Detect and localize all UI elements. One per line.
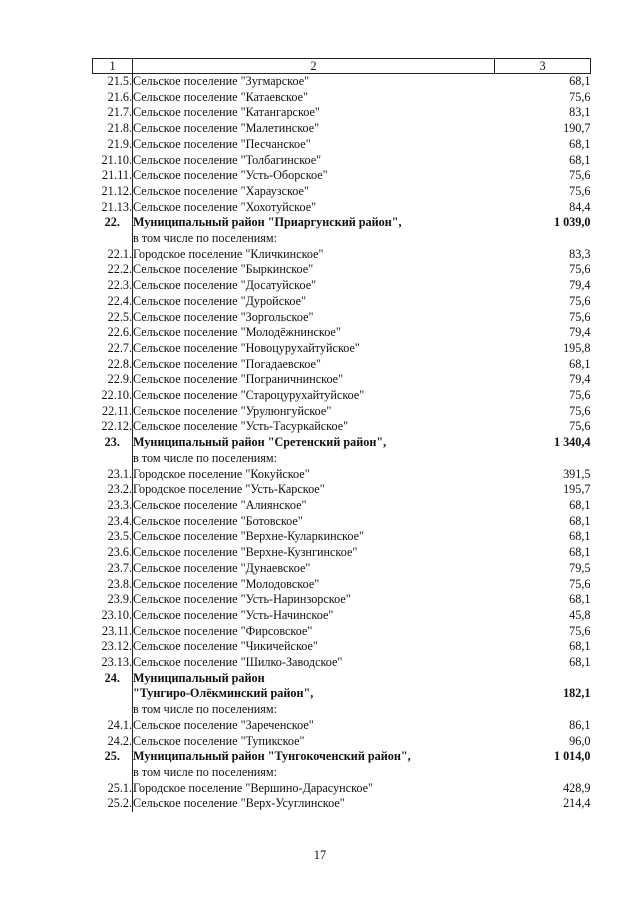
row-number: 22.1.: [93, 247, 133, 263]
row-value: 68,1: [569, 356, 591, 371]
row-number: 22.7.: [93, 341, 133, 357]
table-row: [93, 702, 591, 718]
table-row: [93, 545, 591, 561]
row-value: 68,1: [569, 513, 591, 528]
row-value: [495, 451, 591, 467]
row-name: Сельское поселение "Усть-Тасуркайское": [133, 419, 349, 434]
row-value: 68,1: [569, 529, 591, 544]
row-number: 24.: [93, 671, 133, 687]
row-value: 79,4: [569, 278, 591, 293]
header-col-3: 3: [495, 59, 591, 74]
row-name: Сельское поселение "Зареченское": [133, 717, 314, 732]
table-row: [93, 90, 591, 106]
row-name: Сельское поселение "Дуройское": [133, 293, 307, 308]
row-name: Сельское поселение "Чикичейское": [133, 639, 318, 654]
row-value: 79,5: [569, 560, 591, 575]
row-name: Сельское поселение "Зугмарское": [133, 74, 310, 88]
budget-allocation-table: [92, 58, 591, 812]
table-row: [93, 796, 591, 812]
table-row: [93, 514, 591, 530]
page-number: 17: [313, 848, 327, 862]
table-row: [93, 105, 591, 121]
table-row: [93, 372, 591, 388]
row-name: Муниципальный район "Тунгокоченский район",: [133, 749, 411, 764]
row-name: Сельское поселение "Толбагинское": [133, 152, 322, 167]
table-row: [93, 498, 591, 514]
row-value: 75,6: [569, 403, 591, 418]
row-name: Сельское поселение "Усть-Наринзорское": [133, 592, 351, 607]
row-value: [495, 671, 591, 687]
table-row: [93, 168, 591, 184]
row-value: 79,4: [569, 325, 591, 340]
row-value: 75,6: [569, 183, 591, 198]
row-name: в том числе по поселениям:: [133, 231, 277, 246]
row-value: [495, 765, 591, 781]
row-number: 23.5.: [93, 529, 133, 545]
table-row: [93, 294, 591, 310]
row-name: Сельское поселение "Усть-Начинское": [133, 607, 334, 622]
table-row: [93, 451, 591, 467]
row-number: 22.2.: [93, 262, 133, 278]
row-number: 23.11.: [93, 624, 133, 640]
row-number: 23.1.: [93, 467, 133, 483]
row-number: 21.6.: [93, 90, 133, 106]
row-name: Сельское поселение "Староцурухайтуйское": [133, 388, 365, 403]
row-name: Сельское поселение "Хараузское": [133, 183, 309, 198]
row-number: 22.9.: [93, 372, 133, 388]
row-number: 21.10.: [93, 153, 133, 169]
row-name: Сельское поселение "Пограничнинское": [133, 372, 344, 387]
table-row: [93, 624, 591, 640]
row-number: 23.4.: [93, 514, 133, 530]
header-col-1: 1: [93, 59, 133, 74]
row-name: Сельское поселение "Погадаевское": [133, 356, 321, 371]
row-number: 21.13.: [93, 200, 133, 216]
row-number: 24.2.: [93, 734, 133, 750]
row-number: 21.9.: [93, 137, 133, 153]
row-value: 195,7: [563, 482, 591, 497]
row-name: Сельское поселение "Усть-Оборское": [133, 168, 328, 183]
table-row: [93, 357, 591, 373]
row-number: 22.: [93, 215, 133, 231]
row-value: 1 340,4: [553, 435, 591, 450]
row-name: Городское поселение "Кокуйское": [133, 466, 310, 481]
row-number: 25.1.: [93, 781, 133, 797]
row-number: 21.8.: [93, 121, 133, 137]
table-row-district: [93, 435, 591, 451]
row-number: 23.10.: [93, 608, 133, 624]
row-name: Сельское поселение "Урулюнгуйское": [133, 403, 332, 418]
row-value: 190,7: [563, 121, 591, 136]
row-value: 75,6: [569, 623, 591, 638]
row-value: 75,6: [569, 388, 591, 403]
row-value: 195,8: [563, 340, 591, 355]
row-value: 1 014,0: [553, 749, 591, 764]
table-row: [93, 74, 591, 90]
row-number: 23.6.: [93, 545, 133, 561]
row-number: 22.12.: [93, 419, 133, 435]
row-value: 79,4: [569, 372, 591, 387]
row-name: Сельское поселение "Песчанское": [133, 136, 311, 151]
row-name: в том числе по поселениям:: [133, 764, 277, 779]
row-value: 68,1: [569, 136, 591, 151]
table-row: [93, 388, 591, 404]
row-number: 23.: [93, 435, 133, 451]
row-name: Сельское поселение "Новоцурухайтуйское": [133, 340, 360, 355]
row-number: 23.8.: [93, 577, 133, 593]
row-value: 83,3: [569, 246, 591, 261]
row-name: Сельское поселение "Шилко-Заводское": [133, 655, 343, 670]
row-number: [93, 765, 133, 781]
row-number: 23.2.: [93, 482, 133, 498]
row-number: 22.5.: [93, 310, 133, 326]
row-name: Сельское поселение "Катаевское": [133, 89, 308, 104]
table-row: [93, 247, 591, 263]
row-name: Сельское поселение "Фирсовское": [133, 623, 313, 638]
table-row: [93, 404, 591, 420]
row-value: 68,1: [569, 74, 591, 88]
row-value: 75,6: [569, 89, 591, 104]
table-row: [93, 655, 591, 671]
row-number: 25.2.: [93, 796, 133, 812]
row-number: 23.13.: [93, 655, 133, 671]
table-row-district: [93, 671, 591, 687]
table-row: [93, 765, 591, 781]
row-value: [495, 231, 591, 247]
table-row: [93, 310, 591, 326]
row-value: 391,5: [563, 466, 591, 481]
row-number: [93, 686, 133, 702]
row-number: 22.6.: [93, 325, 133, 341]
row-value: 68,1: [569, 639, 591, 654]
row-number: 23.9.: [93, 592, 133, 608]
row-number: 23.3.: [93, 498, 133, 514]
row-number: 25.: [93, 749, 133, 765]
row-name: Муниципальный район "Сретенский район",: [133, 435, 387, 450]
row-name: Сельское поселение "Молодовское": [133, 576, 320, 591]
table-row: [93, 153, 591, 169]
row-value: 75,6: [569, 293, 591, 308]
row-name: в том числе по поселениям:: [133, 702, 277, 717]
row-name: Сельское поселение "Ботовское": [133, 513, 303, 528]
row-value: [495, 702, 591, 718]
table-row: [93, 231, 591, 247]
row-number: 24.1.: [93, 718, 133, 734]
row-value: 75,6: [569, 419, 591, 434]
row-number: 21.7.: [93, 105, 133, 121]
table-row: [93, 467, 591, 483]
table-row: [93, 608, 591, 624]
row-name: Сельское поселение "Верх-Усуглинское": [133, 796, 345, 811]
row-number: [93, 702, 133, 718]
row-name: Сельское поселение "Верхне-Кузнгинское": [133, 545, 358, 560]
row-number: 21.11.: [93, 168, 133, 184]
row-value: 68,1: [569, 592, 591, 607]
row-value: 45,8: [569, 607, 591, 622]
row-number: 21.12.: [93, 184, 133, 200]
row-name: Сельское поселение "Катангарское": [133, 105, 320, 120]
row-value: 75,6: [569, 309, 591, 324]
row-value: 84,4: [569, 199, 591, 214]
row-name: Сельское поселение "Быркинское": [133, 262, 314, 277]
table-row-district: [93, 686, 591, 702]
row-name: в том числе по поселениям:: [133, 450, 277, 465]
row-value: 182,1: [563, 686, 591, 701]
table-row: [93, 482, 591, 498]
row-name: Сельское поселение "Зоргольское": [133, 309, 314, 324]
table-row: [93, 262, 591, 278]
table-row: [93, 419, 591, 435]
table-row: [93, 137, 591, 153]
row-number: 21.5.: [93, 74, 133, 90]
table-row: [93, 121, 591, 137]
row-value: 75,6: [569, 576, 591, 591]
row-name: Городское поселение "Вершино-Дарасунское": [133, 780, 374, 795]
row-number: [93, 231, 133, 247]
row-value: 83,1: [569, 105, 591, 120]
row-value: 68,1: [569, 545, 591, 560]
row-number: 22.8.: [93, 357, 133, 373]
table-row: [93, 718, 591, 734]
row-value: 86,1: [569, 717, 591, 732]
table-row: [93, 529, 591, 545]
row-number: 23.12.: [93, 639, 133, 655]
table-header-row: [93, 59, 591, 74]
row-value: 68,1: [569, 152, 591, 167]
row-number: 22.4.: [93, 294, 133, 310]
table-row: [93, 184, 591, 200]
row-name: Муниципальный район: [133, 670, 265, 685]
row-name: Сельское поселение "Тупикское": [133, 733, 305, 748]
table-row: [93, 278, 591, 294]
row-name: Сельское поселение "Алиянское": [133, 497, 307, 512]
table-row: [93, 200, 591, 216]
table-row-district: [93, 215, 591, 231]
table-row-district: [93, 749, 591, 765]
header-col-2: 2: [133, 59, 495, 74]
table-row: [93, 781, 591, 797]
row-name: Сельское поселение "Дунаевское": [133, 560, 311, 575]
row-value: 75,6: [569, 262, 591, 277]
table-row: [93, 592, 591, 608]
row-value: 96,0: [569, 733, 591, 748]
table-row: [93, 561, 591, 577]
row-number: [93, 451, 133, 467]
row-name: "Тунгиро-Олёкминский район",: [133, 686, 314, 701]
row-value: 428,9: [563, 780, 591, 795]
row-name: Сельское поселение "Малетинское": [133, 121, 320, 136]
table-row: [93, 639, 591, 655]
row-value: 68,1: [569, 497, 591, 512]
table-row: [93, 577, 591, 593]
table-row: [93, 734, 591, 750]
row-value: 68,1: [569, 655, 591, 670]
row-name: Муниципальный район "Приаргунский район",: [133, 215, 402, 230]
table-row: [93, 341, 591, 357]
row-value: 1 039,0: [553, 215, 591, 230]
row-value: 75,6: [569, 168, 591, 183]
row-number: 22.10.: [93, 388, 133, 404]
row-number: 22.3.: [93, 278, 133, 294]
row-name: Сельское поселение "Досатуйское": [133, 278, 317, 293]
row-name: Сельское поселение "Верхне-Куларкинское": [133, 529, 364, 544]
row-number: 23.7.: [93, 561, 133, 577]
row-name: Городское поселение "Усть-Карское": [133, 482, 325, 497]
row-name: Сельское поселение "Хохотуйское": [133, 199, 317, 214]
row-name: Сельское поселение "Молодёжнинское": [133, 325, 341, 340]
row-name: Городское поселение "Кличкинское": [133, 246, 324, 261]
row-value: 214,4: [563, 796, 591, 811]
row-number: 22.11.: [93, 404, 133, 420]
table-row: [93, 325, 591, 341]
